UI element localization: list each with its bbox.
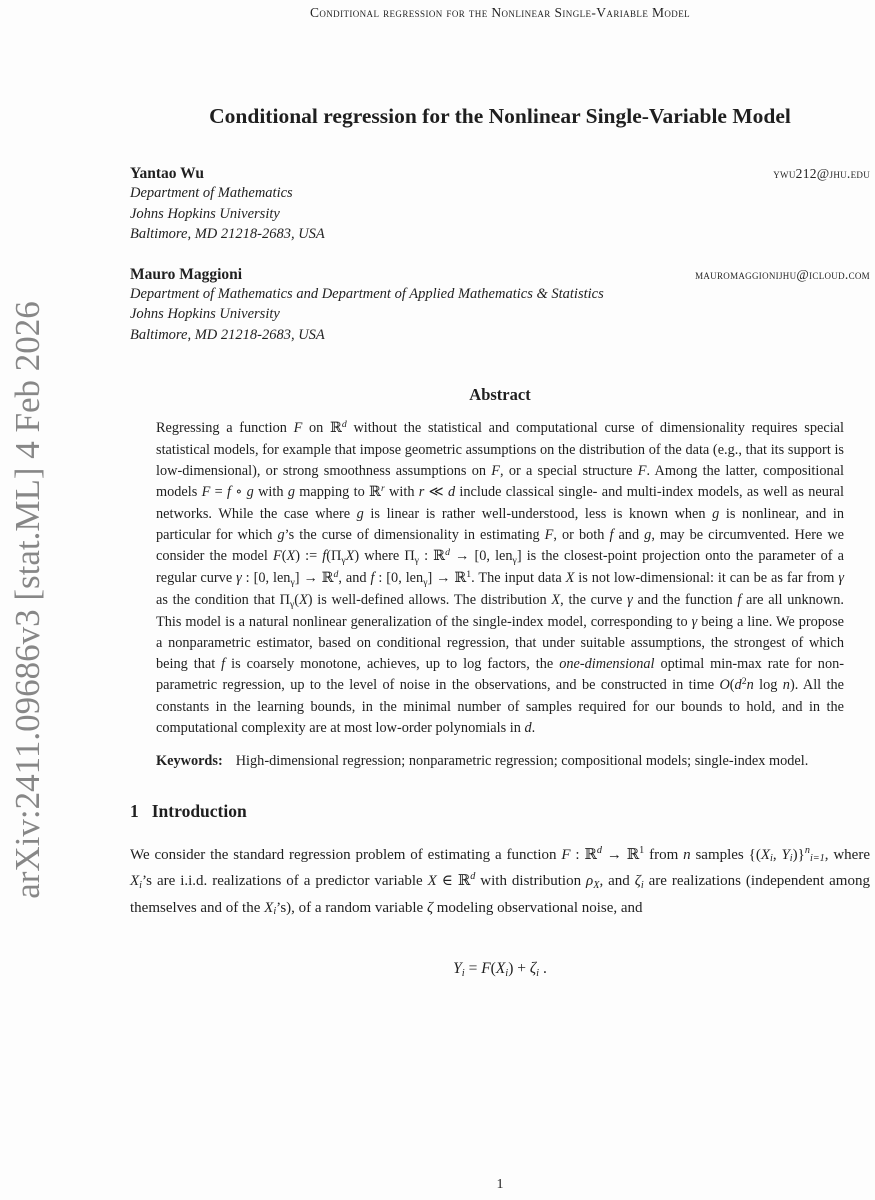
author-block <box>130 266 870 346</box>
intro-paragraph: We consider the standard regression problem of estimating a function F : ℝ$^d$ → ℝ$^1$ from n samples {(Xi, Yi)}$^n$i=1, where Xi’s are i.i.d. realizations of a predictor variable X ∈ ℝ$^d$ with distribution ρX, and ζi are realizations (independent among themselves and of the Xi’s), of a random variable ζ modeling observational noise, and <box>130 844 870 918</box>
author-name: Mauro Maggioni <box>130 265 243 283</box>
display-equation: Yi = F(Xi) + ζi . <box>453 960 547 979</box>
page-content <box>130 0 870 978</box>
keywords-text: High-dimensional regression; nonparametric regression; compositional models; single-index model. <box>235 753 809 769</box>
section-title: Introduction <box>151 800 247 821</box>
author-row <box>130 266 870 284</box>
author-email: ywu212@jhu.edu <box>773 166 870 181</box>
running-head: Conditional regression for the Nonlinear Single-Variable Model <box>309 5 691 20</box>
keywords-line <box>156 751 844 773</box>
authors-section <box>130 165 870 345</box>
author-affiliation-line: Department of Mathematics <box>130 185 293 201</box>
author-affiliation-line: Johns Hopkins University <box>130 306 280 322</box>
abstract-section <box>156 385 844 773</box>
abstract-text: Regressing a function F on ℝ$^d$ without the statistical and computational curse of dimensionality requires special statistical models, for example that impose geometric assumptions on the distribution of the data (e.g., that its support is low-dimensional), or strong smoothness assumptions on F, or a special structure F. Among the latter, compositional models F = f ∘ g with g mapping to ℝ$^r$ with r ≪ d include classical single- and multi-index models, as well as neural networks. While the case where g is linear is rather well-understood, less is known when g is nonlinear, and in particular for which g’s the curse of dimensionality in estimating F, or both f and g, may be circumvented. Here we consider the model F(X) := f(ΠγX) where Πγ : ℝ$^d$ → [0, lenγ] is the closest-point projection onto the parameter of a regular curve γ : [0, lenγ] → ℝ$^d$, and f : [0, lenγ] → ℝ$^1$. The input data X is not low-dimensional: it can be as far from γ as the condition that Πγ(X) is well-defined allows. The distribution X, the curve γ and the function f are all unknown. This model is a natural nonlinear generalization of the single-index model, corresponding to γ being a line. We propose a nonparametric estimator, based on conditional regression, that under suitable assumptions, the strongest of which being that f is coarsely monotone, achieves, up to log factors, the one-dimensional optimal min-max rate for non-parametric regression, up to the level of noise in the observations, and be constructed in time $O(d^2n$ log n). All the constants in the learning bounds, in the minimal number of samples required for our bounds to hold, and in the computational complexity are at most low-order polynomials in d. <box>156 418 845 736</box>
author-block <box>130 165 870 245</box>
paper-title: Conditional regression for the Nonlinear Single-Variable Model <box>209 104 791 128</box>
page-number: 1 <box>496 1177 504 1192</box>
author-name: Yantao Wu <box>130 165 204 182</box>
section-number: 1 <box>130 800 139 821</box>
keywords-label: Keywords: <box>156 753 223 769</box>
author-affiliation-line: Department of Mathematics and Department of Applied Mathematics & Statistics <box>130 285 604 302</box>
arxiv-watermark: arXiv:2411.09686v3 [stat.ML] 4 Feb 2026 <box>8 301 47 899</box>
author-row <box>130 165 870 183</box>
author-affiliation-line: Johns Hopkins University <box>130 205 280 222</box>
abstract-heading: Abstract <box>469 385 531 404</box>
section-heading <box>130 801 870 822</box>
author-email: mauromaggionijhu@icloud.com <box>695 266 870 282</box>
author-affiliation-line: Baltimore, MD 21218-2683, USA <box>130 326 325 343</box>
author-affiliation-line: Baltimore, MD 21218-2683, USA <box>130 226 325 242</box>
